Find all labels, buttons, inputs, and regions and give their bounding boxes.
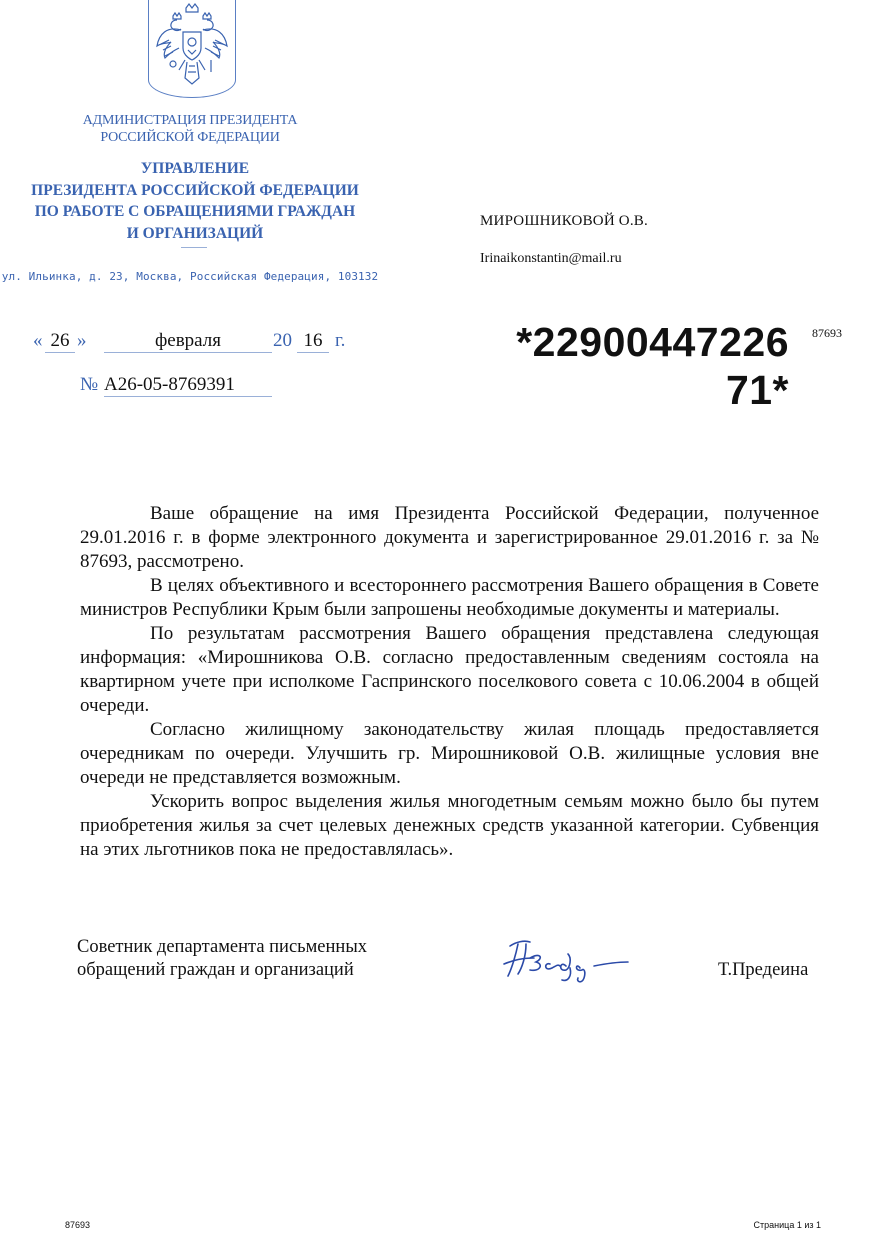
department-title [20, 158, 370, 244]
body-paragraph: В целях объективного и всестороннего рассмотрения Вашего обращения в Совете министров Республики Крым были запрошены необходимые документы и материалы. [80, 575, 819, 620]
barcode-line-2: 71* [725, 367, 789, 413]
dept-line-4: И ОРГАНИЗАЦИЙ [126, 224, 264, 242]
dept-line-2: ПРЕЗИДЕНТА РОССИЙСКОЙ ФЕДЕРАЦИИ [31, 181, 359, 199]
doc-number-field [104, 374, 272, 397]
letterhead-address: ул. Ильинка, д. 23, Москва, Российская Федерация, 103132 [1, 270, 379, 283]
doc-number-sign: № [80, 374, 99, 395]
date-year-field [297, 330, 329, 353]
double-headed-eagle-emblem-icon [153, 2, 231, 88]
administration-heading [40, 112, 340, 146]
date-day: 26 [45, 330, 75, 353]
registration-number: 87693 [812, 326, 842, 340]
footer-registration-number: 87693 [65, 1220, 91, 1230]
barcode-number [516, 318, 789, 414]
letterhead-divider [181, 247, 207, 248]
signer-title-line-2: обращений граждан и организаций [77, 960, 354, 980]
date-month-field [104, 330, 272, 353]
date-year-suffix: 16 [297, 330, 329, 353]
handwritten-signature-icon [500, 928, 640, 988]
signer-title-line-1: Советник департамента письменных [77, 937, 368, 957]
signer-name: Т.Предеина [718, 960, 809, 980]
date-close-quote: » [77, 330, 87, 351]
date-year-prefix: 20 [273, 330, 292, 351]
footer-page-count: Страница 1 из 1 [753, 1220, 821, 1230]
doc-number: А26-05-8769391 [104, 374, 272, 397]
date-month: февраля [104, 330, 272, 353]
date-year-unit: г. [335, 330, 346, 351]
body-paragraph: По результатам рассмотрения Вашего обращения представлена следующая информация: «Мирошникова О.В. согласно предоставленным сведениям состояла на квартирном учете при исполкоме Гаспринского поселкового совета с 10.06.2004 в общей очереди. [80, 623, 819, 716]
date-day-field [45, 330, 75, 353]
dept-line-1: УПРАВЛЕНИЕ [140, 160, 250, 177]
signer-title [77, 936, 367, 982]
admin-line-1: АДМИНИСТРАЦИЯ ПРЕЗИДЕНТА [82, 113, 298, 128]
dept-line-3: ПО РАБОТЕ С ОБРАЩЕНИЯМИ ГРАЖДАН [34, 203, 356, 220]
body-paragraph: Ускорить вопрос выделения жилья многодетным семьям можно было бы путем приобретения жилья за счет целевых денежных средств указанной категории. Субвенция на этих льготников пока не предоставлялась». [80, 791, 819, 860]
emblem-frame [148, 0, 236, 98]
body-paragraph: Согласно жилищному законодательству жилая площадь предоставляется очередникам по очереди. Улучшить гр. Мирошниковой О.В. жилищные условия вне очереди не представляется возможным. [80, 719, 819, 788]
letter-body [80, 502, 819, 862]
recipient-name: МИРОШНИКОВОЙ О.В. [480, 213, 648, 229]
barcode-line-1: *22900447226 [516, 319, 789, 365]
date-open-quote: « [33, 330, 43, 351]
body-paragraph: Ваше обращение на имя Президента Российской Федерации, полученное 29.01.2016 г. в форме электронного документа и зарегистрированное 29.01.2016 г. за № 87693, рассмотрено. [80, 503, 819, 572]
admin-line-2: РОССИЙСКОЙ ФЕДЕРАЦИИ [100, 130, 280, 145]
recipient-email: Irinaikonstantin@mail.ru [480, 251, 622, 266]
